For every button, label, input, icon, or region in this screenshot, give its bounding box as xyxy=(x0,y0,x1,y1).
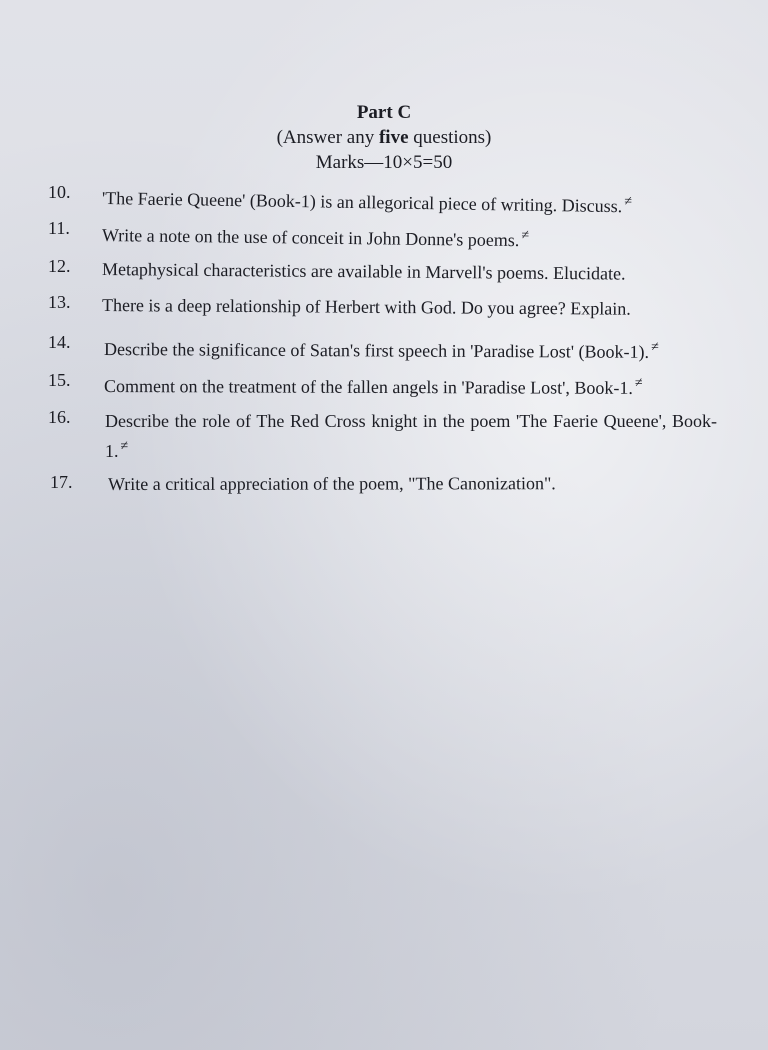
handwritten-mark: ≠ xyxy=(624,194,633,210)
question-number: 11. xyxy=(48,218,70,238)
question-text: Write a critical appreciation of the poem, "The Canonization". xyxy=(107,473,556,494)
question-number: 16. xyxy=(48,407,71,427)
handwritten-mark: ≠ xyxy=(651,339,659,355)
question-number: 14. xyxy=(48,332,71,352)
section-marks: Marks—10×5=50 xyxy=(315,152,453,173)
section-title: Part C xyxy=(356,102,412,123)
question-number: 10. xyxy=(48,182,71,202)
question-text: Describe the significance of Satan's first speech in 'Paradise Lost' (Book-1). ≠ xyxy=(103,339,659,362)
question-number: 17. xyxy=(50,472,73,492)
question-text: Write a note on the use of conceit in John Donne's poems. ≠ xyxy=(101,225,530,251)
question-text: Metaphysical characteristics are available in Marvell's poems. Elucidate. xyxy=(101,259,626,284)
section-instruction: (Answer any five questions) xyxy=(276,127,492,148)
question-number: 12. xyxy=(48,256,71,276)
question-text: 'The Faerie Queene' (Book-1) is an allegorical piece of writing. Discuss. ≠ xyxy=(101,188,633,217)
question-number: 15. xyxy=(48,370,71,390)
section-header xyxy=(0,100,768,175)
question-text: There is a deep relationship of Herbert with God. Do you agree? Explain. xyxy=(101,295,631,319)
handwritten-mark: ≠ xyxy=(120,439,129,454)
question-number: 13. xyxy=(48,292,71,312)
question-text: Describe the role of The Red Cross knight in the poem 'The Faerie Queene', Book-1. ≠ xyxy=(105,411,717,461)
handwritten-mark: ≠ xyxy=(521,228,530,244)
handwritten-mark: ≠ xyxy=(634,375,643,391)
question-text: Comment on the treatment of the fallen angels in 'Paradise Lost', Book-1. ≠ xyxy=(103,375,643,398)
